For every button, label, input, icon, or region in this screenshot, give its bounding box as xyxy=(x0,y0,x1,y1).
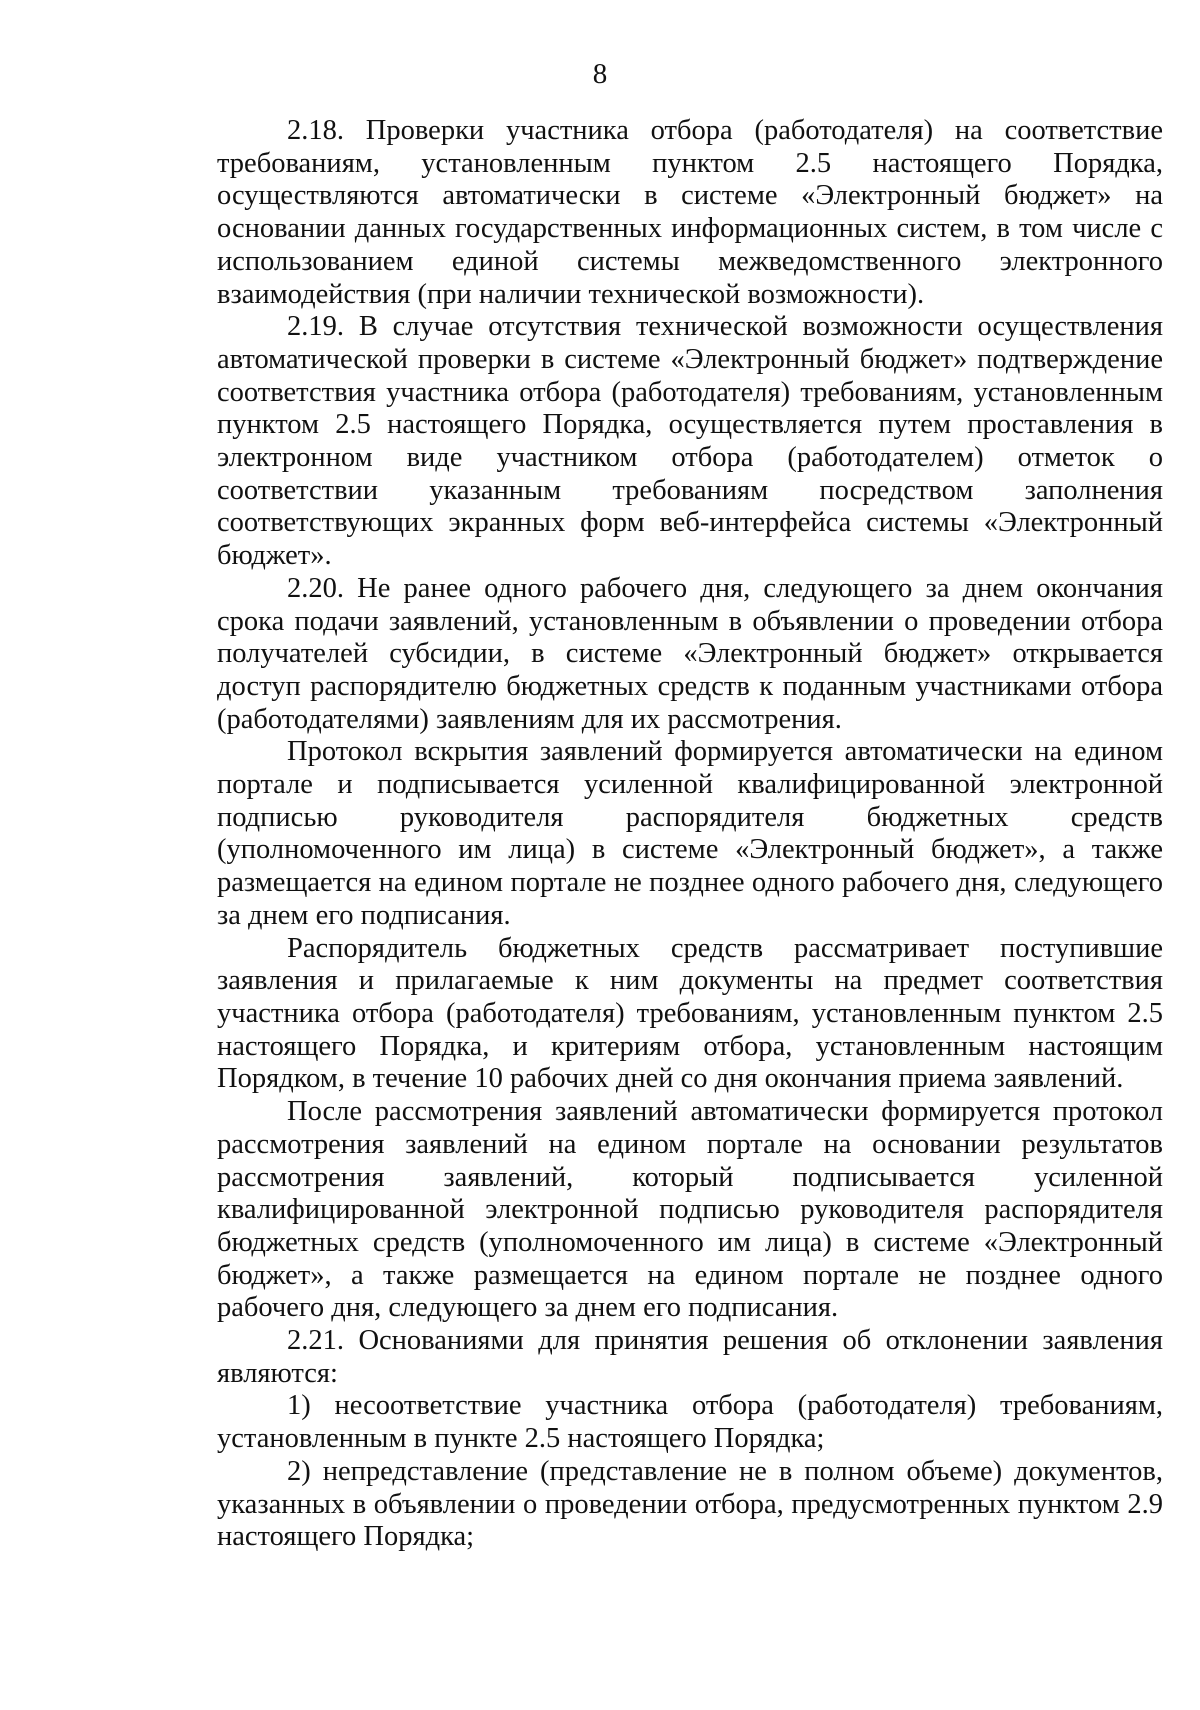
paragraph-review: Распорядитель бюджетных средств рассматривает поступившие заявления и прилагаемые к ним документы на предмет соответствия участника отбора (работодателя) требованиям, установленным пунктом 2.5 настоящего Порядка, и критериям отбора, установленным настоящим Порядком, в течение 10 рабочих дней со дня окончания приема заявлений. xyxy=(217,932,1163,1095)
paragraph-2-21: 2.21. Основаниями для принятия решения об отклонении заявления являются: xyxy=(217,1325,1163,1389)
list-item-2: 2) непредставление (представление не в полном объеме) документов, указанных в объявлении о проведении отбора, предусмотренных пунктом 2.9 настоящего Порядка; xyxy=(217,1455,1163,1553)
list-item-1: 1) несоответствие участника отбора (работодателя) требованиям, установленным в пункте 2.5 настоящего Порядка; xyxy=(217,1390,1163,1455)
paragraph-opening-protocol: Протокол вскрытия заявлений формируется автоматически на едином портале и подписывается усиленной квалифицированной электронной подписью руководителя распорядителя бюджетных средств (уполномоченного им лица) в системе «Электронный бюджет», а также размещается на едином портале не позднее одного рабочего дня, следующего за днем его подписания. xyxy=(217,736,1163,931)
document-body xyxy=(217,115,1163,1554)
paragraph-2-19: 2.19. В случае отсутствия технической возможности осуществления автоматической проверки в системе «Электронный бюджет» подтверждение соответствия участника отбора (работодателя) требованиям, установленным пунктом 2.5 настоящего Порядка, осуществляется путем проставления в электронном виде участником отбора (работодателем) отметок о соответствии указанным требованиям посредством заполнения соответствующих экранных форм веб-интерфейса системы «Электронный бюджет». xyxy=(217,311,1163,572)
paragraph-review-protocol: После рассмотрения заявлений автоматически формируется протокол рассмотрения заявлений на едином портале на основании результатов рассмотрения заявлений, который подписывается усиленной квалифицированной электронной подписью руководителя распорядителя бюджетных средств (уполномоченного им лица) в системе «Электронный бюджет», а также размещается на едином портале не позднее одного рабочего дня, следующего за днем его подписания. xyxy=(217,1096,1163,1324)
page-number: 8 xyxy=(592,58,608,90)
paragraph-2-18: 2.18. Проверки участника отбора (работодателя) на соответствие требованиям, установленным пунктом 2.5 настоящего Порядка, осуществляются автоматически в системе «Электронный бюджет» на основании данных государственных информационных систем, в том числе с использованием единой системы межведомственного электронного взаимодействия (при наличии технической возможности). xyxy=(217,115,1163,310)
paragraph-2-20: 2.20. Не ранее одного рабочего дня, следующего за днем окончания срока подачи заявлений, установленным в объявлении о проведении отбора получателей субсидии, в системе «Электронный бюджет» открывается доступ распорядителю бюджетных средств к поданным участниками отбора (работодателями) заявлениям для их рассмотрения. xyxy=(217,572,1163,735)
